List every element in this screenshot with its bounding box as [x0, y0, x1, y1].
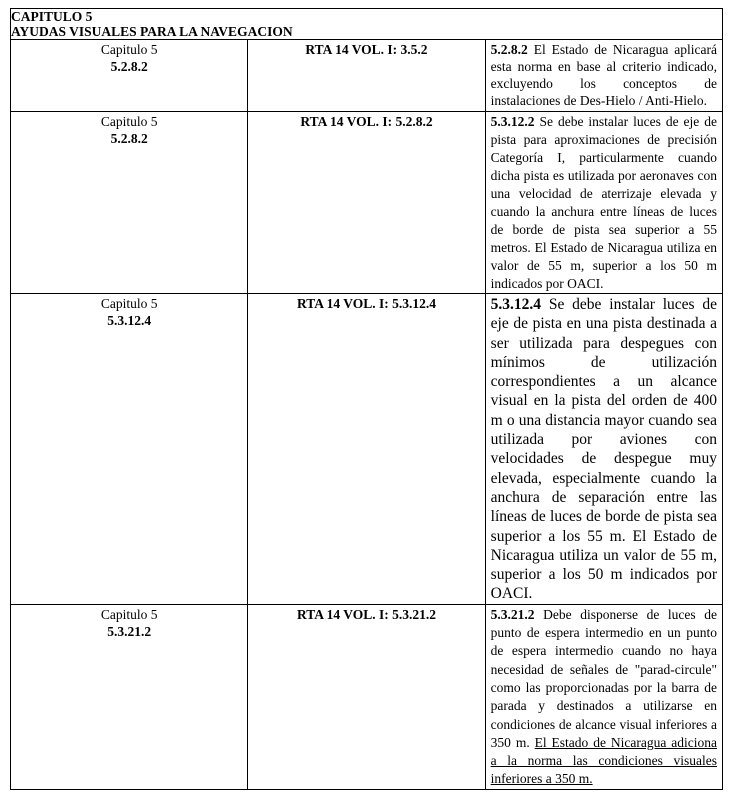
reference-cell: RTA 14 VOL. I: 5.3.12.4 [248, 294, 485, 605]
text-underlined: El Estado de Nicaragua adiciona a la norma las condiciones visuales inferiores a 350 m. [490, 734, 717, 787]
section-number: 5.2.8.2 [110, 131, 148, 146]
chapter-label: Capitulo 5 [100, 42, 158, 57]
reference-cell: RTA 14 VOL. I: 5.3.21.2 [248, 604, 485, 789]
text-body: El Estado de Nicaragua aplicará esta norma en base al criterio indicado, excluyendo los conceptos de instalaciones de Des-Hielo / Anti-Hielo. [490, 42, 718, 108]
chapter-label: Capitulo 5 [100, 296, 158, 311]
text-number: 5.3.12.2 [490, 114, 535, 129]
text-body: Se debe instalar luces de eje de pista para aproximaciones de precisión Categoría I, particularmente cuando dicha pista es utilizada por aeronaves con una velocidad de aterrizaje elevada y cuando la anchura entre líneas de luces de borde de pista sea superior a 55 metros. El Estado de Nicaragua utiliza en valor de 55 m, superior a los 50 m indicados por OACI. [490, 114, 717, 291]
text-cell [485, 294, 722, 605]
text-cell [485, 40, 722, 112]
text-body: Debe disponerse de luces de punto de espera intermedio en un punto de espera intermedio cuando no haya necesidad de señales de "parad-circule" como las proporcionadas por la barra de parada y destinados a utilizarse en condiciones de alcance visual inferiores a 350 m. [490, 606, 717, 750]
section-number: 5.3.21.2 [107, 623, 152, 639]
text-cell [485, 604, 722, 789]
chapter-cell [11, 112, 248, 294]
text-number: 5.3.21.2 [490, 606, 535, 622]
reference-cell: RTA 14 VOL. I: 5.2.8.2 [248, 112, 485, 294]
chapter-cell [11, 294, 248, 605]
table-header-cell [11, 9, 723, 40]
chapter-cell [11, 40, 248, 112]
chapter-cell [11, 604, 248, 789]
table-row [11, 112, 723, 294]
reference-cell: RTA 14 VOL. I: 3.5.2 [248, 40, 485, 112]
chapter-heading: CAPITULO 5 [11, 9, 93, 24]
table-row [11, 40, 723, 112]
text-cell [485, 112, 722, 294]
text-number: 5.2.8.2 [490, 42, 528, 57]
text-body: Se debe instalar luces de eje de pista en una pista destinada a ser utilizada para despegues con mínimos de utilización correspondientes a un alcance visual en la pista del orden de 400 m o una distancia mayor cuando sea utilizada por aviones con velocidades de despegue muy elevada, especialmente cuando la anchura de separación entre las líneas de luces de borde de pista sea superior a los 55 m. El Estado de Nicaragua utiliza un valor de 55 m, superior a los 50 m indicados por OACI. [490, 296, 718, 603]
regulation-table [10, 8, 723, 790]
chapter-subtitle: AYUDAS VISUALES PARA LA NAVEGACION [11, 24, 293, 39]
section-number: 5.2.8.2 [110, 59, 148, 74]
section-number: 5.3.12.4 [107, 313, 152, 328]
table-row [11, 604, 723, 789]
chapter-label: Capitulo 5 [100, 606, 158, 622]
table-row [11, 294, 723, 605]
text-number: 5.3.12.4 [490, 296, 542, 313]
table-header-row [11, 9, 723, 40]
chapter-label: Capitulo 5 [100, 114, 158, 129]
